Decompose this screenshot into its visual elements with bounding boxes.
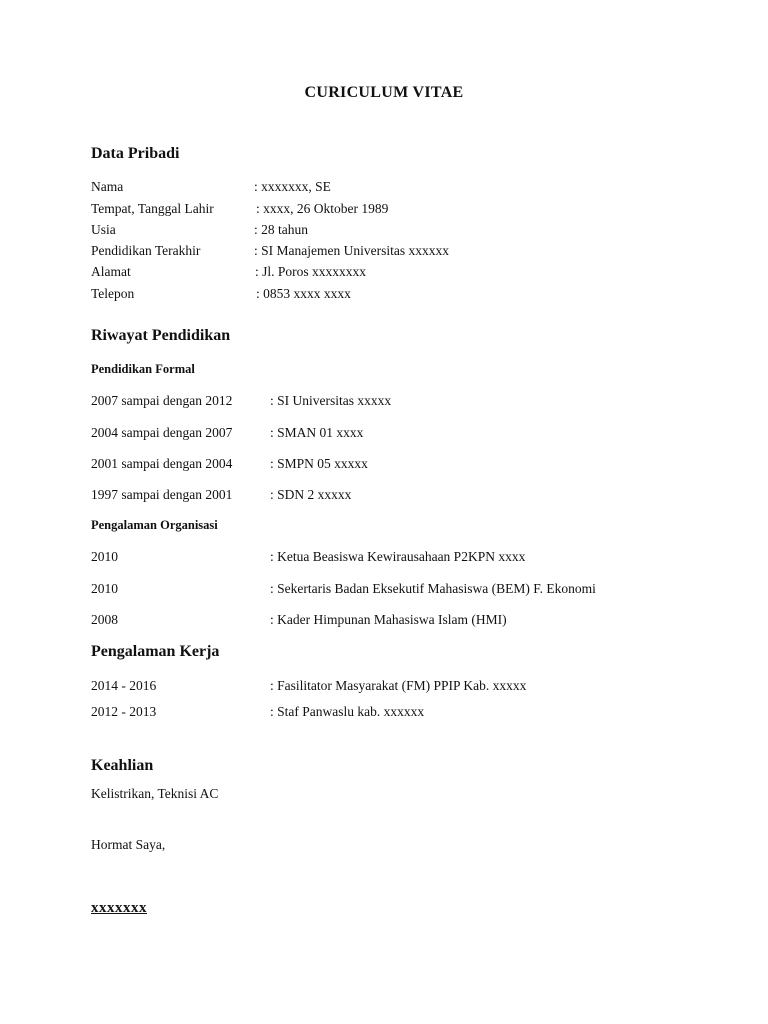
row-value: : Sekertaris Badan Eksekutif Mahasiswa (BEM) F. Ekonomi (270, 581, 596, 596)
section-heading-pengalaman-kerja: Pengalaman Kerja (91, 643, 220, 660)
row-label: Nama (91, 179, 124, 194)
sub-heading-pengalaman-organisasi: Pengalaman Organisasi (91, 518, 218, 532)
closing-text: Hormat Saya, (91, 837, 166, 852)
row-label: Alamat (91, 264, 131, 279)
page-title: CURICULUM VITAE (304, 84, 464, 101)
row-label: 2010 (91, 549, 118, 564)
row-label: Telepon (91, 286, 135, 301)
row-label: 2012 - 2013 (91, 704, 157, 719)
row-label: 2010 (91, 581, 118, 596)
row-value: : SDN 2 xxxxx (270, 487, 352, 502)
row-label: 2007 sampai dengan 2012 (91, 393, 233, 408)
row-value: : SI Manajemen Universitas xxxxxx (254, 243, 449, 258)
row-value: : SMPN 05 xxxxx (270, 456, 368, 471)
section-heading-riwayat-pendidikan: Riwayat Pendidikan (91, 327, 231, 344)
section-heading-data-pribadi: Data Pribadi (91, 145, 180, 162)
row-label: 2004 sampai dengan 2007 (91, 425, 233, 440)
row-label: Pendidikan Terakhir (91, 243, 201, 258)
row-value: : Staf Panwaslu kab. xxxxxx (270, 704, 425, 719)
row-label: 2014 - 2016 (91, 678, 157, 693)
row-value: : Fasilitator Masyarakat (FM) PPIP Kab. xxxxx (270, 678, 527, 693)
row-value: : Kader Himpunan Mahasiswa Islam (HMI) (270, 612, 507, 627)
row-label: 1997 sampai dengan 2001 (91, 487, 233, 502)
signature-name: xxxxxxx (91, 900, 147, 916)
skills-text: Kelistrikan, Teknisi AC (91, 786, 219, 801)
row-label: 2008 (91, 612, 118, 627)
sub-heading-pendidikan-formal: Pendidikan Formal (91, 362, 195, 376)
row-label: Tempat, Tanggal Lahir (91, 201, 214, 216)
row-value: : SI Universitas xxxxx (270, 393, 392, 408)
row-label: 2001 sampai dengan 2004 (91, 456, 233, 471)
row-value: : Ketua Beasiswa Kewirausahaan P2KPN xxxx (270, 549, 526, 564)
row-value: : Jl. Poros xxxxxxxx (255, 264, 367, 279)
row-value: : xxxx, 26 Oktober 1989 (256, 201, 389, 216)
row-value: : xxxxxxx, SE (254, 179, 331, 194)
row-value: : SMAN 01 xxxx (270, 425, 364, 440)
row-label: Usia (91, 222, 116, 237)
row-value: : 28 tahun (254, 222, 308, 237)
row-value: : 0853 xxxx xxxx (256, 286, 351, 301)
section-heading-keahlian: Keahlian (91, 757, 154, 774)
